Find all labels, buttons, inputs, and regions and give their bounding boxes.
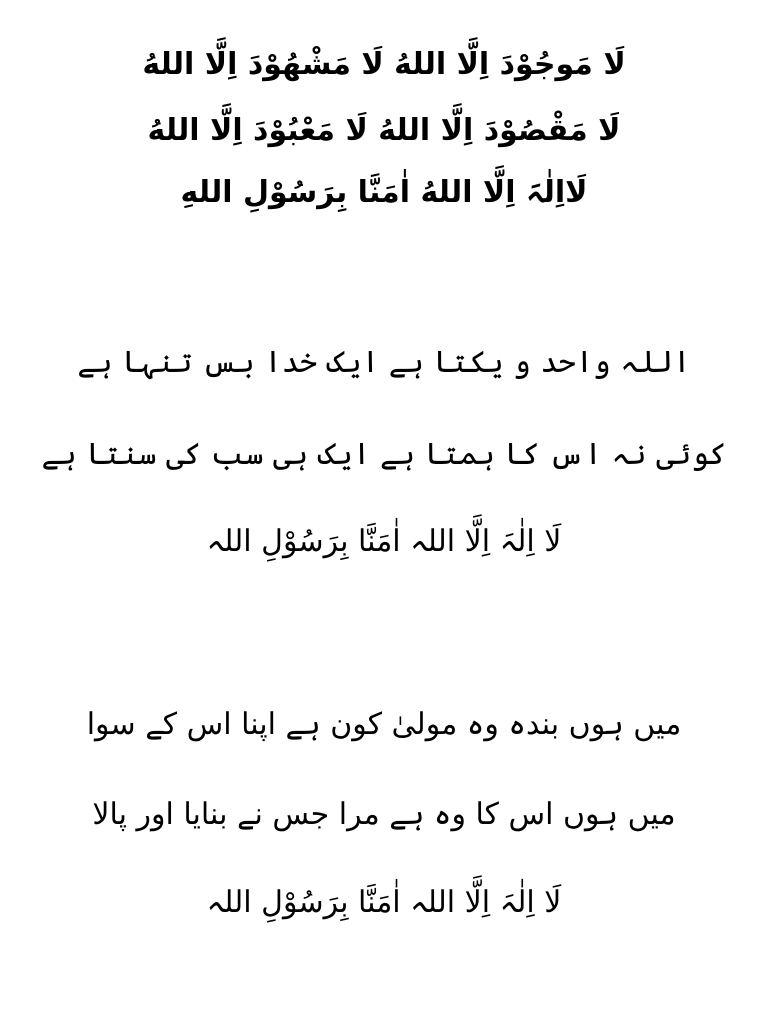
stanza-1-line-1: لَا مَوجُوْدَ اِلَّا اللهُ لَا مَشْهُوْدَ اِلَّا اللهُ (142, 47, 626, 82)
stanza-3-line-1: میں ہوں بندہ وہ مولیٰ کون ہے اپنا اس کے سوا (86, 707, 682, 742)
stanza-2-refrain: لَا اِلٰہَ اِلَّا اللہ اٰمَنَّا بِرَسُوْلِ اللہ (206, 524, 562, 559)
stanza-2-line-1: اللہ واحد و یکتا ہے ایک خدا بس تنہا ہے (77, 345, 691, 380)
stanza-3-line-2: میں ہوں اس کا وہ ہے مرا جس نے بنایا اور پالا (92, 797, 676, 832)
stanza-1-line-2: لَا مَقْصُوْدَ اِلَّا اللهُ لَا مَعْبُوْدَ اِلَّا اللهُ (147, 113, 621, 148)
stanza-3-refrain: لَا اِلٰہَ اِلَّا اللہ اٰمَنَّا بِرَسُوْلِ اللہ (206, 885, 562, 920)
stanza-1-line-3: لَااِلٰہَ اِلَّا اللهُ اٰمَنَّا بِرَسُوْلِ اللهِ (180, 175, 588, 210)
stanza-2-line-2: کوئی نہ اس کا ہمتا ہے ایک ہی سب کی سنتا ہے (41, 437, 727, 472)
